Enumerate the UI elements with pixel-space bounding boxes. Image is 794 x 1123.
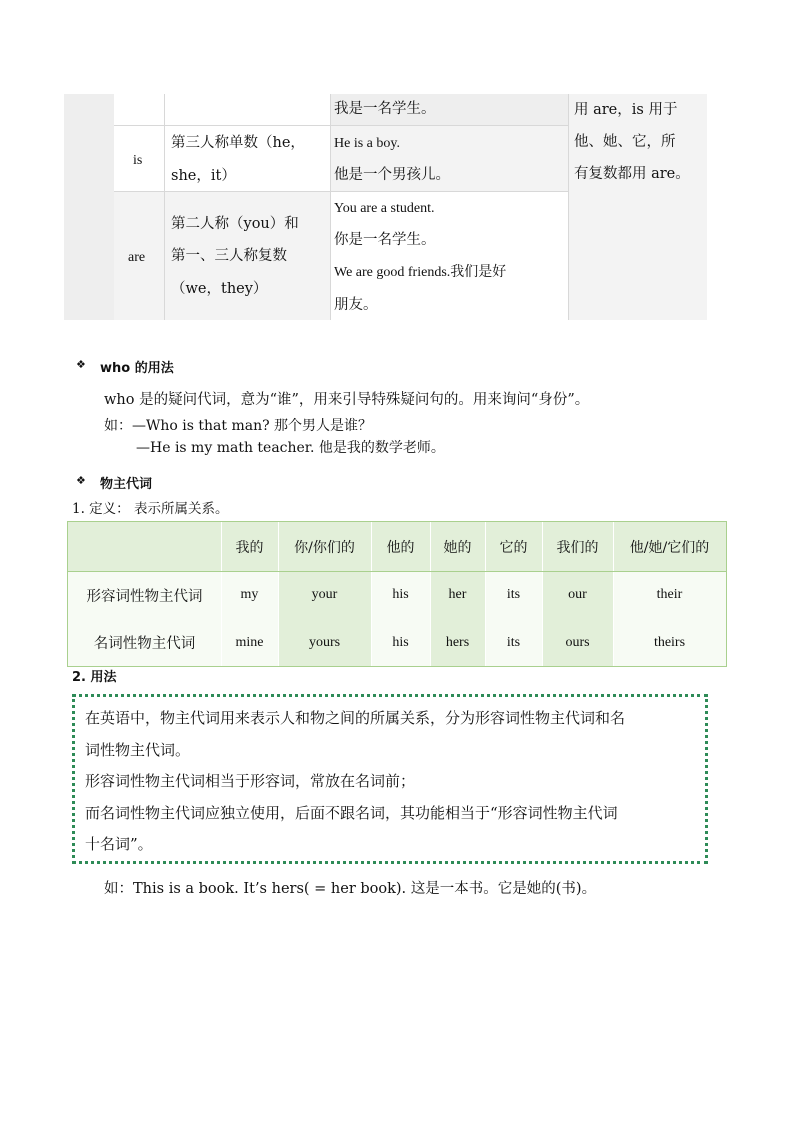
header-cell: 他的 [371,522,430,571]
usage-line3: 形容词性物主代词相当于形容词，常放在名词前； [85,772,416,790]
table-cell: theirs [613,619,726,666]
table-note-cell [568,94,707,320]
header-cell-empty [68,522,221,571]
row-label: 名词性物主代词 [68,619,221,666]
note-line3: 有复数都用 are。 [574,166,690,182]
usage-box [72,694,708,864]
header-cell: 她的 [430,522,485,571]
possessive-table [67,521,727,667]
usage-line5: 十名词”。 [85,835,153,853]
top-example-text: 我是一名学生。 [334,101,436,117]
who-bullet-icon: ❖ [76,358,86,371]
who-description: who 是的疑问代词，意为“谁”，用来引导特殊疑问句的。用来询问“身份”。 [104,392,590,408]
are-example2-line2: 朋友。 [334,297,378,313]
table-cell: their [613,571,726,619]
table-cell: his [371,619,430,666]
who-heading: who 的用法 [100,361,174,376]
are-description-line3: （we，they） [171,281,268,297]
are-example2-line1: We are good friends.我们是好 [334,265,507,280]
row-label: 形容词性物主代词 [68,571,221,619]
is-description-line2: she，it） [171,168,236,184]
possessive-heading: 物主代词 [100,477,153,492]
verb-are: are [128,250,146,265]
are-example1-en: You are a student. [334,201,435,216]
header-cell: 它的 [485,522,542,571]
verb-is: is [133,153,143,168]
table-cell: our [542,571,613,619]
header-cell: 我的 [221,522,278,571]
is-example-en: He is a boy. [334,136,400,151]
usage-line2: 词性物主代词。 [85,741,191,759]
be-verb-table [64,94,707,320]
who-example-line1: 如：—Who is that man? 那个男人是谁？ [104,418,373,434]
table-cell: its [485,619,542,666]
header-cell: 他/她/它们的 [613,522,726,571]
are-example1-zh: 你是一名学生。 [334,232,436,248]
table-cell: your [278,571,371,619]
table-blank-column [64,94,114,320]
usage-line4: 而名词性物主代词应独立使用，后面不跟名词，其功能相当于“形容词性物主代词 [85,804,618,822]
table-cell: hers [430,619,485,666]
table-cell: ours [542,619,613,666]
are-description-line2: 第一、三人称复数 [171,248,287,264]
note-line1: 用 are，is 用于 [574,102,678,118]
possessive-example: 如：This is a book. It’s hers( = her book). 这是一本书。它是她的(书)。 [104,881,597,897]
table-cell: my [221,571,278,619]
table-cell: mine [221,619,278,666]
usage-label: 2. 用法 [72,670,117,685]
are-description-line1: 第二人称（you）和 [171,216,299,232]
is-example-zh: 他是一个男孩儿。 [334,167,450,183]
table-cell: its [485,571,542,619]
table-cell: her [430,571,485,619]
is-description-line1: 第三人称单数（he， [171,135,305,151]
possessive-bullet-icon: ❖ [76,474,86,487]
usage-line1: 在英语中，物主代词用来表示人和物之间的所属关系，分为形容词性物主代词和名 [85,709,626,727]
note-line2: 他、她、它，所 [574,134,676,150]
definition-label: 1. 定义： 表示所属关系。 [72,501,229,517]
who-example-line2: —He is my math teacher. 他是我的数学老师。 [136,440,445,456]
table-cell: yours [278,619,371,666]
header-cell: 你/你们的 [278,522,371,571]
table-cell: his [371,571,430,619]
header-cell: 我们的 [542,522,613,571]
